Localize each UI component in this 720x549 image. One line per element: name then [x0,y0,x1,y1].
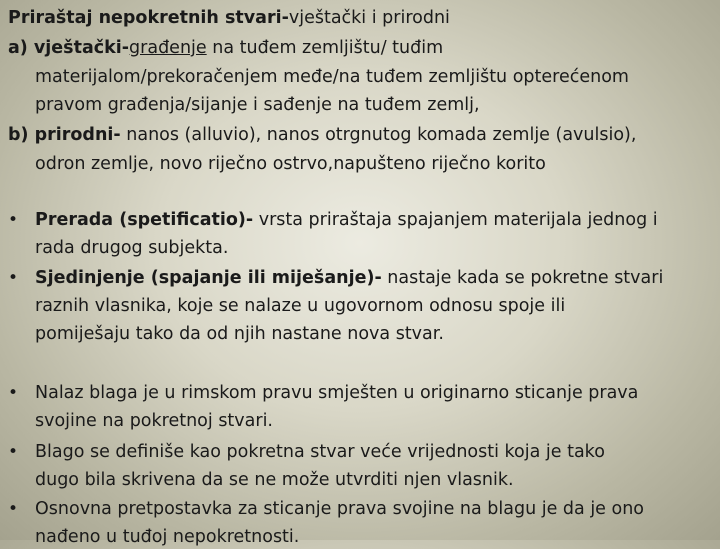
title-bold: Priraštaj nepokretnih stvari- [8,8,289,28]
bullet-icon: • [8,383,19,403]
sjedinjenje-rest: nastaje kada se pokretne stvari [381,268,664,288]
item-a-line3: pravom građenja/sijanje i sađenje na tuđem zemlj, [35,95,480,115]
prerada-line2: rada drugog subjekta. [35,238,229,258]
bullet-icon: • [8,210,19,230]
prerada-bold: Prerada (spetificatio)- [35,210,254,230]
bullet-icon: • [8,268,19,288]
item-a-underlined: građenje [129,38,207,58]
item-a-rest: na tuđem zemljištu/ tuđim [206,38,444,58]
item-a-line2: materijalom/prekoračenjem međe/na tuđem zemljištu opterećenom [35,67,629,87]
blago-line1: Blago se definiše kao pokretna stvar veće vrijednosti koja je tako [35,442,605,462]
prerada-line1 [35,208,658,232]
blago-line2: dugo bila skrivena da se ne može utvrditi njen vlasnik. [35,470,514,490]
title-rest: vještački i prirodni [288,8,450,28]
item-b-line2: odron zemlje, novo riječno ostrvo,napušteno riječno korito [35,154,546,174]
item-b-rest: nanos (alluvio), nanos otrgnutog komada zemlje (avulsio), [120,125,637,145]
item-b-line1 [8,123,636,147]
nalaz-line1: Nalaz blaga je u rimskom pravu smješten u originarno sticanje prava [35,383,639,403]
osnovna-line2: nađeno u tuđoj nepokretnosti. [35,527,300,547]
sjedinjenje-line1 [35,266,663,290]
sjedinjenje-line3: pomiješaju tako da od njih nastane nova stvar. [35,324,444,344]
sjedinjenje-line2: raznih vlasnika, koje se nalaze u ugovornom odnosu spoje ili [35,296,566,316]
bullet-icon: • [8,499,19,519]
item-b-label: b) prirodni- [8,125,121,145]
item-a-line1 [8,36,443,60]
prerada-rest: vrsta priraštaja spajanjem materijala jednog i [253,210,658,230]
nalaz-line2: svojine na pokretnoj stvari. [35,411,273,431]
osnovna-line1: Osnovna pretpostavka za sticanje prava svojine na blagu je da je ono [35,499,645,519]
sjedinjenje-bold: Sjedinjenje (spajanje ili miješanje)- [35,268,382,288]
bullet-icon: • [8,442,19,462]
item-a-label: a) vještački- [8,38,130,58]
section1-title [8,6,450,30]
